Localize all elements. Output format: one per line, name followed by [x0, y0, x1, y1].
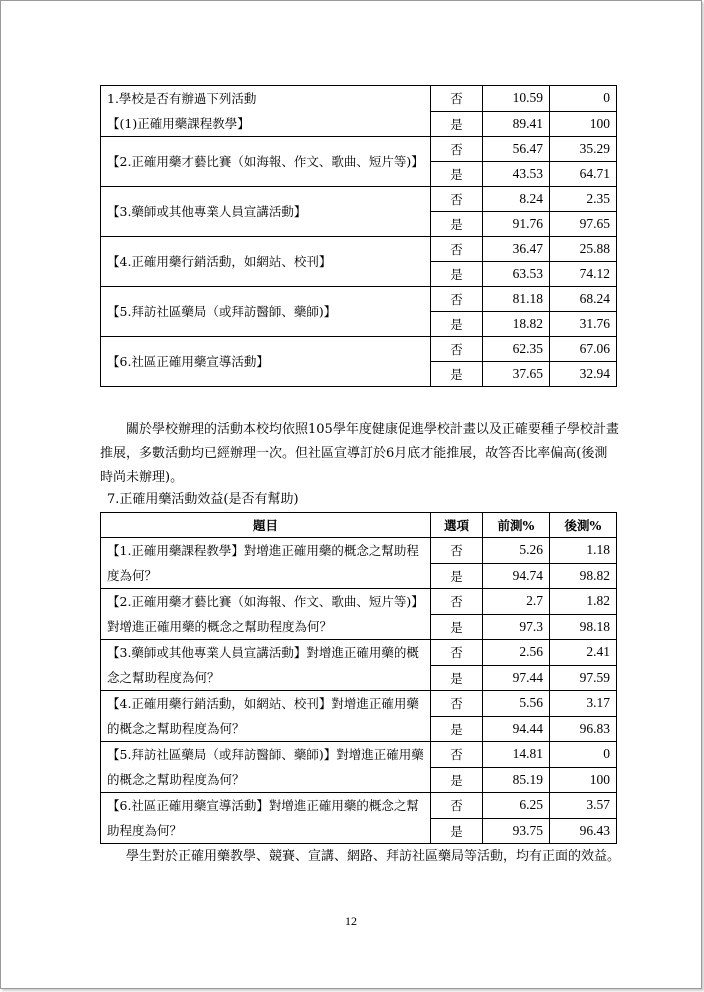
pretest-cell: 14.81 [483, 742, 550, 768]
option-cell: 是 [431, 111, 483, 137]
question-cell: 【5.拜訪社區藥局（或拜訪醫師、藥師)】對增進正確用藥的概念之幫助程度為何？ [101, 742, 431, 793]
page-number: 12 [345, 914, 357, 928]
table-row [101, 589, 617, 615]
pretest-cell: 97.3 [483, 614, 550, 640]
posttest-cell: 3.57 [550, 793, 617, 819]
pretest-cell: 89.41 [483, 111, 550, 137]
option-cell: 是 [431, 162, 483, 187]
option-cell: 否 [431, 640, 483, 666]
posttest-cell: 2.35 [550, 187, 617, 212]
option-cell: 是 [431, 818, 483, 844]
question-cell: 【2.正確用藥才藝比賽（如海報、作文、歌曲、短片等)】對增進正確用藥的概念之幫助程度為何？ [101, 589, 431, 640]
question-cell: 【5.拜訪社區藥局（或拜訪醫師、藥師)】 [101, 287, 431, 337]
posttest-cell: 74.12 [550, 262, 617, 287]
posttest-cell: 100 [550, 767, 617, 793]
option-cell: 是 [431, 767, 483, 793]
pretest-cell: 81.18 [483, 287, 550, 312]
option-cell: 否 [431, 337, 483, 362]
paragraph-activities-note: 關於學校辦理的活動本校均依照105學年度健康促進學校計畫以及正確要種子學校計畫推展，多數活動均已經辦理一次。但社區宣導訂於6月底才能推展，故答否比率偏高(後測時尚未辦理)。 [100, 422, 619, 485]
question-cell: 【3.藥師或其他專業人員宣講活動】 [101, 187, 431, 237]
posttest-cell: 25.88 [550, 237, 617, 262]
posttest-cell: 32.94 [550, 362, 617, 387]
pretest-cell: 85.19 [483, 767, 550, 793]
table-header-row [101, 513, 617, 538]
pretest-cell: 93.75 [483, 818, 550, 844]
pretest-cell: 56.47 [483, 137, 550, 162]
table-row [101, 187, 617, 212]
effectiveness-table [100, 512, 617, 844]
posttest-cell: 68.24 [550, 287, 617, 312]
pretest-cell: 63.53 [483, 262, 550, 287]
posttest-cell: 0 [550, 742, 617, 768]
option-cell: 是 [431, 563, 483, 589]
header-posttest: 後測% [550, 513, 617, 538]
header-pretest: 前測% [483, 513, 550, 538]
question-cell: 【6.社區正確用藥宣導活動】 [101, 337, 431, 387]
pretest-cell: 5.26 [483, 538, 550, 564]
question-cell: 【1.正確用藥課程教學】對增進正確用藥的概念之幫助程度為何？ [101, 538, 431, 589]
option-cell: 否 [431, 137, 483, 162]
table-row [101, 691, 617, 717]
posttest-cell: 98.82 [550, 563, 617, 589]
posttest-cell: 96.43 [550, 818, 617, 844]
option-cell: 否 [431, 237, 483, 262]
section-heading-effectiveness: 7.正確用藥活動效益(是否有幫助) [107, 492, 299, 507]
option-cell: 是 [431, 362, 483, 387]
table-row [101, 742, 617, 768]
posttest-cell: 64.71 [550, 162, 617, 187]
question-cell: 【2.正確用藥才藝比賽（如海報、作文、歌曲、短片等)】 [101, 137, 431, 187]
paragraph-effectiveness-note: 學生對於正確用藥教學、競賽、宣講、網路、拜訪社區藥局等活動，均有正面的效益。 [100, 849, 621, 864]
pretest-cell: 6.25 [483, 793, 550, 819]
posttest-cell: 35.29 [550, 137, 617, 162]
pretest-cell: 10.59 [483, 86, 550, 112]
pretest-cell: 43.53 [483, 162, 550, 187]
header-question: 題目 [101, 513, 431, 538]
pretest-cell: 37.65 [483, 362, 550, 387]
option-cell: 否 [431, 589, 483, 615]
posttest-cell: 97.59 [550, 665, 617, 691]
pretest-cell: 97.44 [483, 665, 550, 691]
table-row [101, 287, 617, 312]
option-cell: 是 [431, 716, 483, 742]
activities-table [100, 85, 617, 387]
option-cell: 否 [431, 793, 483, 819]
header-option: 選項 [431, 513, 483, 538]
posttest-cell: 1.18 [550, 538, 617, 564]
posttest-cell: 100 [550, 111, 617, 137]
option-cell: 否 [431, 187, 483, 212]
pretest-cell: 91.76 [483, 212, 550, 237]
option-cell: 是 [431, 665, 483, 691]
table-row [101, 137, 617, 162]
posttest-cell: 2.41 [550, 640, 617, 666]
posttest-cell: 67.06 [550, 337, 617, 362]
posttest-cell: 31.76 [550, 312, 617, 337]
option-cell: 否 [431, 538, 483, 564]
pretest-cell: 8.24 [483, 187, 550, 212]
question-cell: 1.學校是否有辦過下列活動 【(1)正確用藥課程教學】 [101, 86, 431, 137]
table-row [101, 86, 617, 112]
table-row [101, 538, 617, 564]
option-cell: 否 [431, 86, 483, 112]
pretest-cell: 2.7 [483, 589, 550, 615]
option-cell: 是 [431, 614, 483, 640]
posttest-cell: 97.65 [550, 212, 617, 237]
posttest-cell: 96.83 [550, 716, 617, 742]
pretest-cell: 18.82 [483, 312, 550, 337]
posttest-cell: 3.17 [550, 691, 617, 717]
question-cell: 【4.正確用藥行銷活動，如網站、校刊】對增進正確用藥的概念之幫助程度為何？ [101, 691, 431, 742]
option-cell: 是 [431, 312, 483, 337]
posttest-cell: 1.82 [550, 589, 617, 615]
question-cell: 【6.社區正確用藥宣導活動】對增進正確用藥的概念之幫助程度為何？ [101, 793, 431, 844]
pretest-cell: 94.74 [483, 563, 550, 589]
pretest-cell: 36.47 [483, 237, 550, 262]
pretest-cell: 94.44 [483, 716, 550, 742]
posttest-cell: 0 [550, 86, 617, 112]
pretest-cell: 62.35 [483, 337, 550, 362]
question-cell: 【4.正確用藥行銷活動，如網站、校刊】 [101, 237, 431, 287]
posttest-cell: 98.18 [550, 614, 617, 640]
option-cell: 否 [431, 691, 483, 717]
option-cell: 是 [431, 262, 483, 287]
table-row [101, 793, 617, 819]
table-row [101, 237, 617, 262]
table-row [101, 640, 617, 666]
option-cell: 是 [431, 212, 483, 237]
option-cell: 否 [431, 742, 483, 768]
table-row [101, 337, 617, 362]
pretest-cell: 5.56 [483, 691, 550, 717]
pretest-cell: 2.56 [483, 640, 550, 666]
option-cell: 否 [431, 287, 483, 312]
question-cell: 【3.藥師或其他專業人員宣講活動】對增進正確用藥的概念之幫助程度為何？ [101, 640, 431, 691]
